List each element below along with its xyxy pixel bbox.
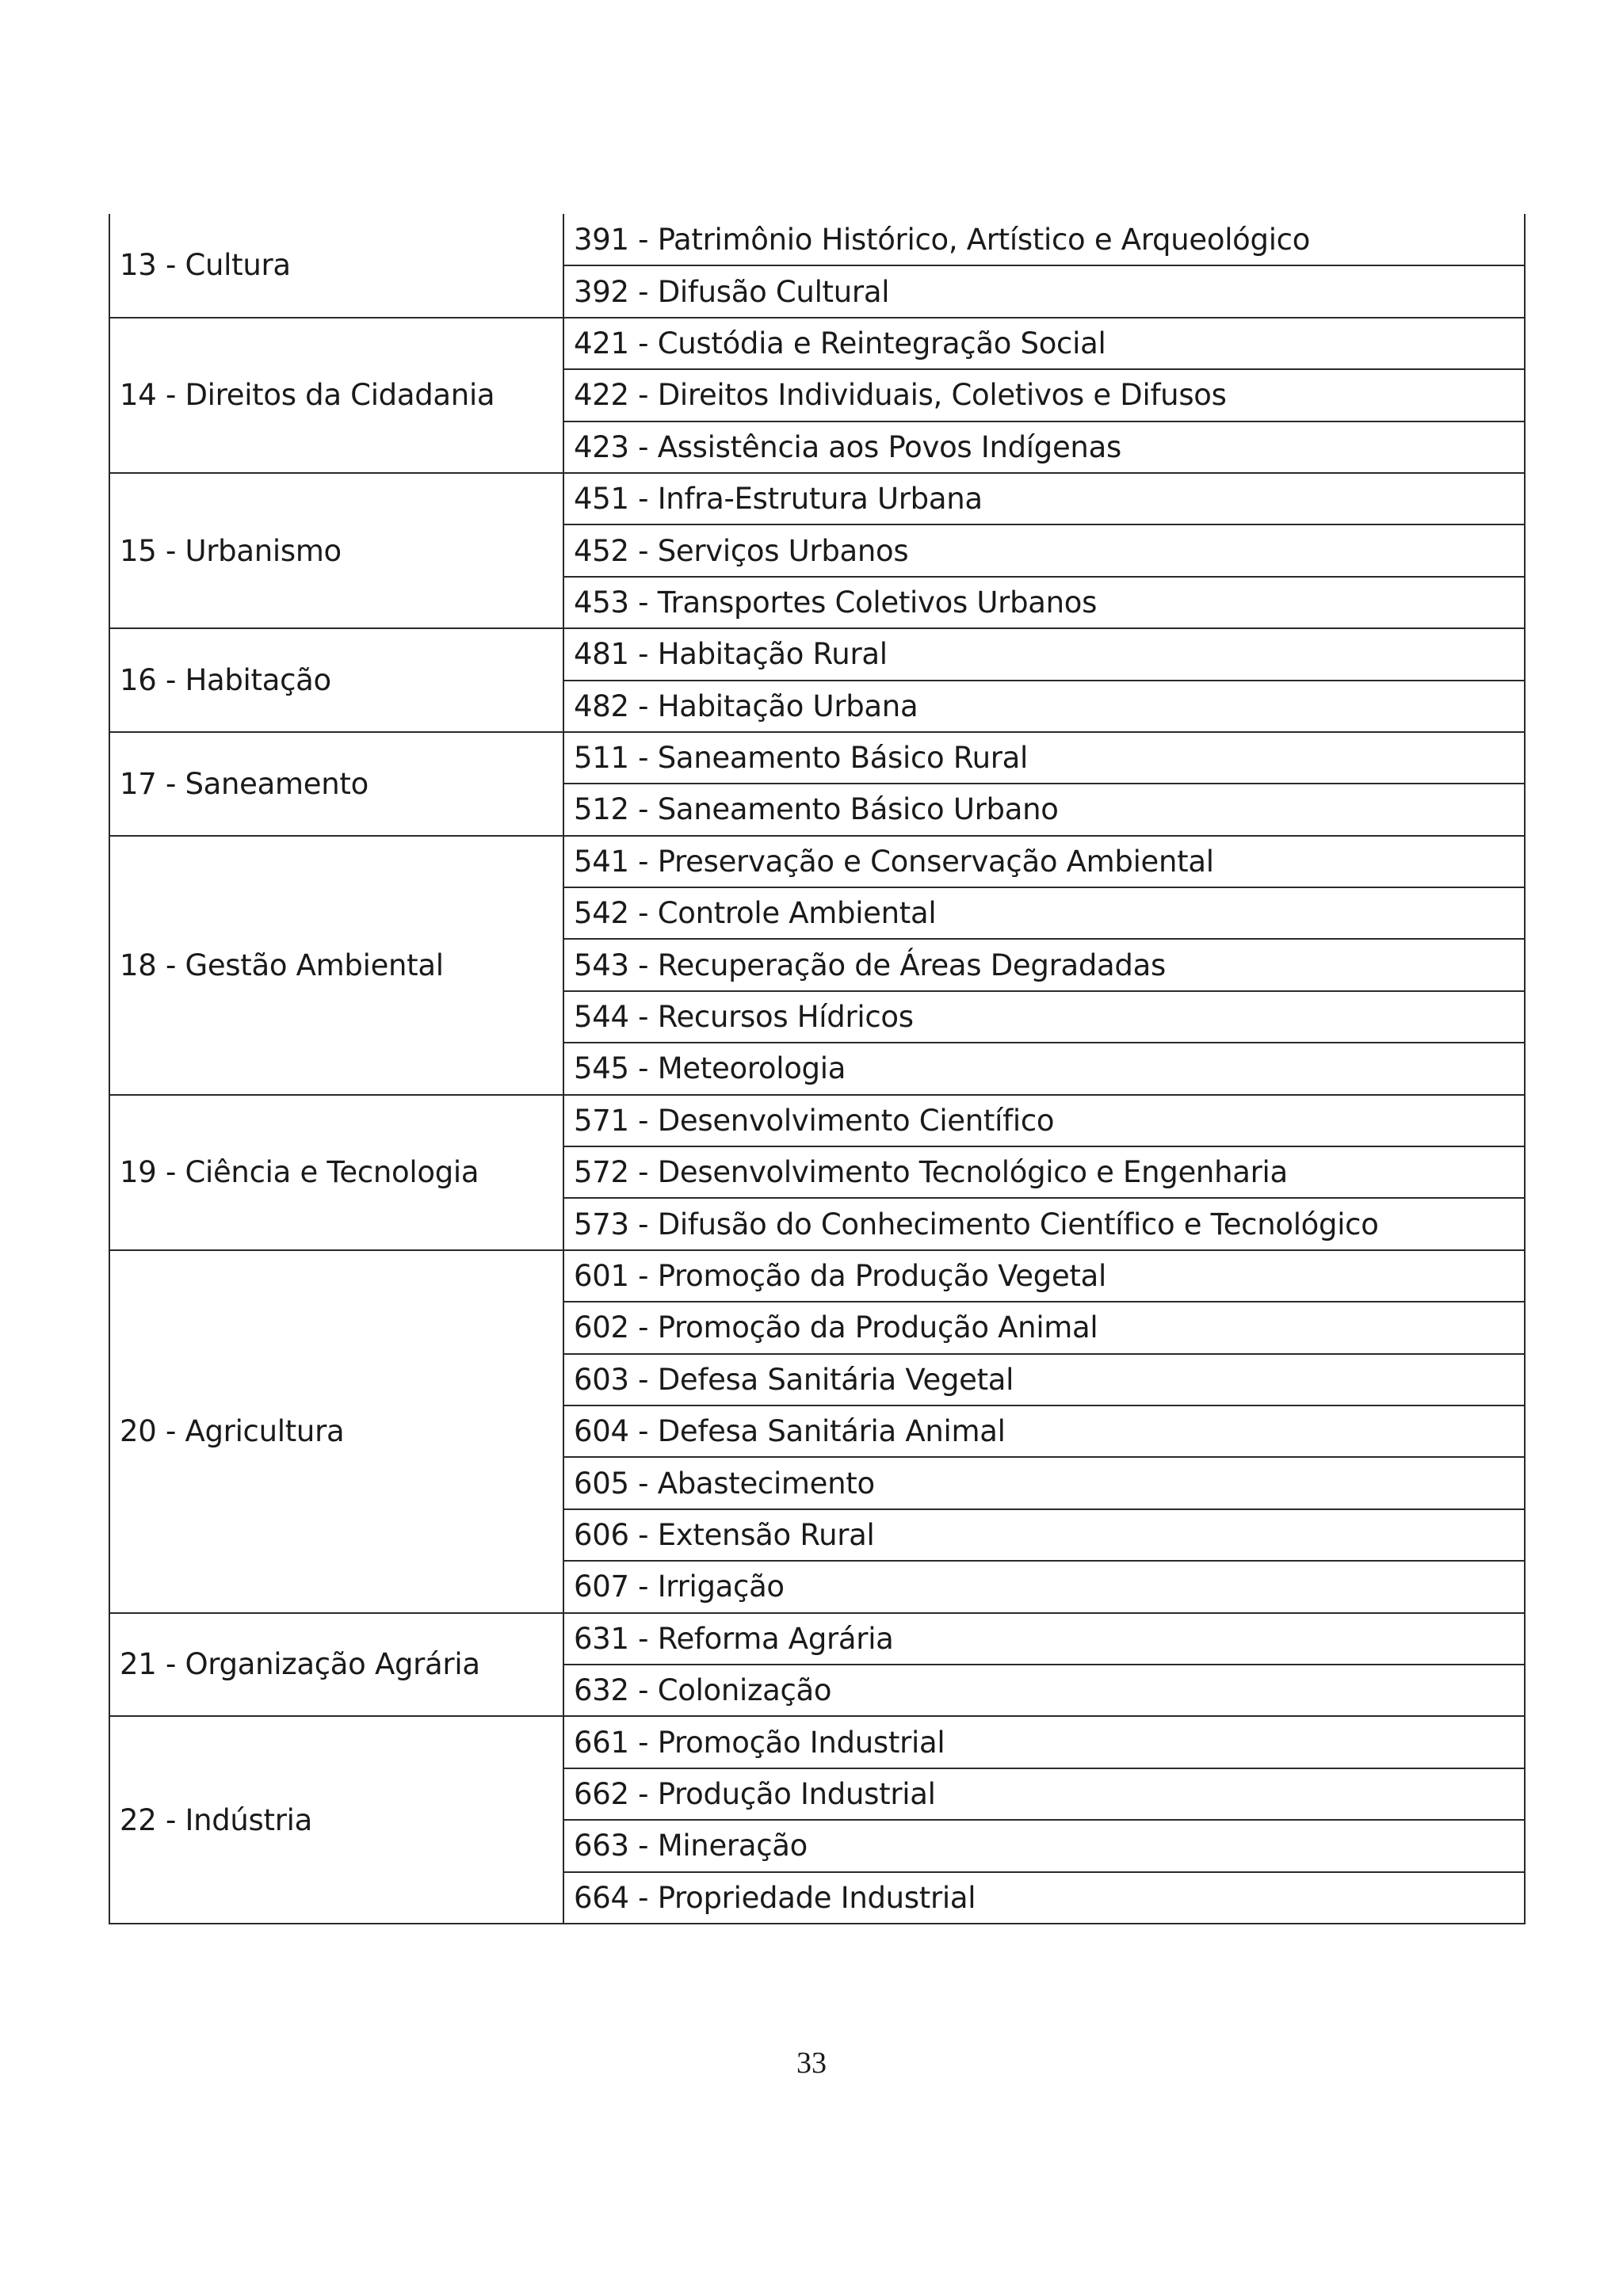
page-number: 33 (796, 2046, 827, 2080)
table-body (109, 214, 1525, 1924)
subfuncao-cell: 605 - Abastecimento (563, 1457, 1525, 1508)
table-row (109, 1716, 1525, 1768)
subfuncao-cell: 602 - Promoção da Produção Animal (563, 1302, 1525, 1353)
subfuncao-cell: 603 - Defesa Sanitária Vegetal (563, 1354, 1525, 1405)
table-row (109, 473, 1525, 524)
funcao-cell: 22 - Indústria (109, 1716, 563, 1924)
table-row (109, 732, 1525, 784)
funcao-cell: 21 - Organização Agrária (109, 1613, 563, 1717)
table-row (109, 628, 1525, 680)
subfuncao-cell: 452 - Serviços Urbanos (563, 524, 1525, 576)
subfuncao-cell: 541 - Preservação e Conservação Ambiental (563, 836, 1525, 887)
subfuncao-cell: 664 - Propriedade Industrial (563, 1872, 1525, 1924)
subfuncao-cell: 662 - Produção Industrial (563, 1768, 1525, 1820)
subfuncao-cell: 422 - Direitos Individuais, Coletivos e Difusos (563, 369, 1525, 421)
table-row (109, 318, 1525, 369)
table-row (109, 1095, 1525, 1146)
funcao-cell: 19 - Ciência e Tecnologia (109, 1095, 563, 1250)
subfuncao-cell: 573 - Difusão do Conhecimento Científico e Tecnológico (563, 1198, 1525, 1249)
subfuncao-cell: 512 - Saneamento Básico Urbano (563, 784, 1525, 835)
table-row (109, 1250, 1525, 1302)
subfuncao-cell: 423 - Assistência aos Povos Indígenas (563, 421, 1525, 473)
subfuncao-cell: 607 - Irrigação (563, 1561, 1525, 1612)
subfuncao-cell: 663 - Mineração (563, 1820, 1525, 1871)
subfuncao-cell: 481 - Habitação Rural (563, 628, 1525, 680)
subfuncao-cell: 604 - Defesa Sanitária Animal (563, 1405, 1525, 1457)
subfuncao-cell: 542 - Controle Ambiental (563, 887, 1525, 939)
funcao-cell: 20 - Agricultura (109, 1250, 563, 1613)
subfuncao-cell: 392 - Difusão Cultural (563, 265, 1525, 317)
subfuncao-cell: 451 - Infra-Estrutura Urbana (563, 473, 1525, 524)
subfuncao-cell: 631 - Reforma Agrária (563, 1613, 1525, 1665)
subfuncao-cell: 453 - Transportes Coletivos Urbanos (563, 577, 1525, 628)
subfuncao-cell: 632 - Colonização (563, 1665, 1525, 1716)
funcao-cell: 16 - Habitação (109, 628, 563, 732)
subfuncao-cell: 511 - Saneamento Básico Rural (563, 732, 1525, 784)
subfuncao-cell: 544 - Recursos Hídricos (563, 991, 1525, 1043)
table-row (109, 836, 1525, 887)
funcao-cell: 17 - Saneamento (109, 732, 563, 836)
subfuncao-cell: 572 - Desenvolvimento Tecnológico e Engenharia (563, 1146, 1525, 1198)
subfuncao-cell: 661 - Promoção Industrial (563, 1716, 1525, 1768)
subfuncao-cell: 543 - Recuperação de Áreas Degradadas (563, 939, 1525, 990)
function-subfunction-table (109, 214, 1526, 1924)
subfuncao-cell: 482 - Habitação Urbana (563, 681, 1525, 732)
table-row (109, 214, 1525, 265)
funcao-cell: 13 - Cultura (109, 214, 563, 318)
subfuncao-cell: 421 - Custódia e Reintegração Social (563, 318, 1525, 369)
funcao-cell: 15 - Urbanismo (109, 473, 563, 628)
subfuncao-cell: 601 - Promoção da Produção Vegetal (563, 1250, 1525, 1302)
table-row (109, 1613, 1525, 1665)
subfuncao-cell: 606 - Extensão Rural (563, 1509, 1525, 1561)
funcao-cell: 14 - Direitos da Cidadania (109, 318, 563, 473)
subfuncao-cell: 571 - Desenvolvimento Científico (563, 1095, 1525, 1146)
subfuncao-cell: 545 - Meteorologia (563, 1043, 1525, 1094)
funcao-cell: 18 - Gestão Ambiental (109, 836, 563, 1095)
subfuncao-cell: 391 - Patrimônio Histórico, Artístico e Arqueológico (563, 214, 1525, 265)
